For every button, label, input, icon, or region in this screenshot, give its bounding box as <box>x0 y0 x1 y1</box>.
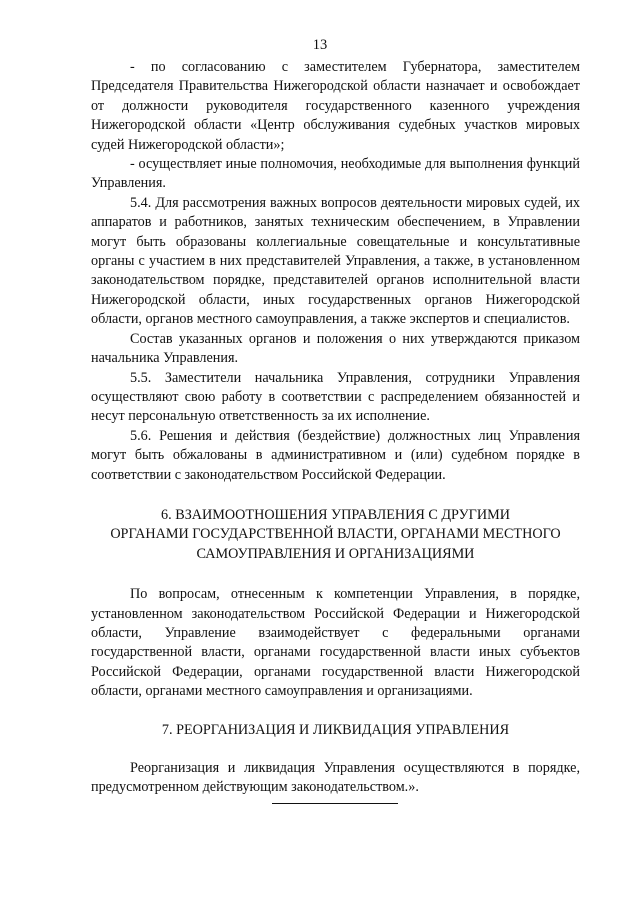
paragraph-5-4: 5.4. Для рассмотрения важных вопросов деятельности мировых судей, их аппаратов и работников, занятых техническим обеспечением, в Управлении могут быть образованы коллегиальные совещательные и консультативные органы с участием в них представителей Управления, а также, в установленном законодательством порядке, представителей органов исполнительной власти Нижегородской области, иных государственных органов Нижегородской области, органов местного самоуправления, а также экспертов и специалистов. <box>91 194 580 328</box>
paragraph-composition: Состав указанных органов и положения о них утверждаются приказом начальника Управления. <box>91 330 580 367</box>
document-body <box>91 58 580 798</box>
page-number: 13 <box>312 37 328 53</box>
paragraph-reorganization: Реорганизация и ликвидация Управления осуществляются в порядке, предусмотренном действующим законодательством.». <box>91 760 580 796</box>
paragraph-interaction: По вопросам, отнесенным к компетенции Управления, в порядке, установленном законодательством Российской Федерации и Нижегородской области, Управление взаимодействует с федеральными органами государственной власти, органами государственной власти иных субъектов Российской Федерации, органами государственной власти Нижегородской области, органами местного самоуправления и организациями. <box>91 586 580 700</box>
paragraph-other-powers: - осуществляет иные полномочия, необходимые для выполнения функций Управления. <box>91 156 580 192</box>
paragraph-5-6: 5.6. Решения и действия (бездействие) должностных лиц Управления могут быть обжалованы в административном и (или) судебном порядке в соответствии с законодательством Российской Федерации. <box>91 427 580 483</box>
section-6-heading: 6. ВЗАИМООТНОШЕНИЯ УПРАВЛЕНИЯ С ДРУГИМИ ОРГАНАМИ ГОСУДАРСТВЕННОЙ ВЛАСТИ, ОРГАНАМИ МЕСТНОГО САМОУПРАВЛЕНИЯ И ОРГАНИЗАЦИЯМИ <box>110 506 561 562</box>
paragraph-5-5: 5.5. Заместители начальника Управления, сотрудники Управления осуществляют свою работу в соответствии с распределением обязанностей и несут персональную ответственность за их исполнение. <box>91 369 580 425</box>
paragraph-appointment-authority: - по согласованию с заместителем Губернатора, заместителем Председателя Правительства Нижегородской области назначает и освобождает от должности руководителя государственного казенного учреждения Нижегородской области «Центр обслуживания судебных участков мировых судей Нижегородской области»; <box>91 59 580 153</box>
end-of-document-rule <box>272 803 398 804</box>
section-7-heading: 7. РЕОРГАНИЗАЦИЯ И ЛИКВИДАЦИЯ УПРАВЛЕНИЯ <box>161 721 510 738</box>
